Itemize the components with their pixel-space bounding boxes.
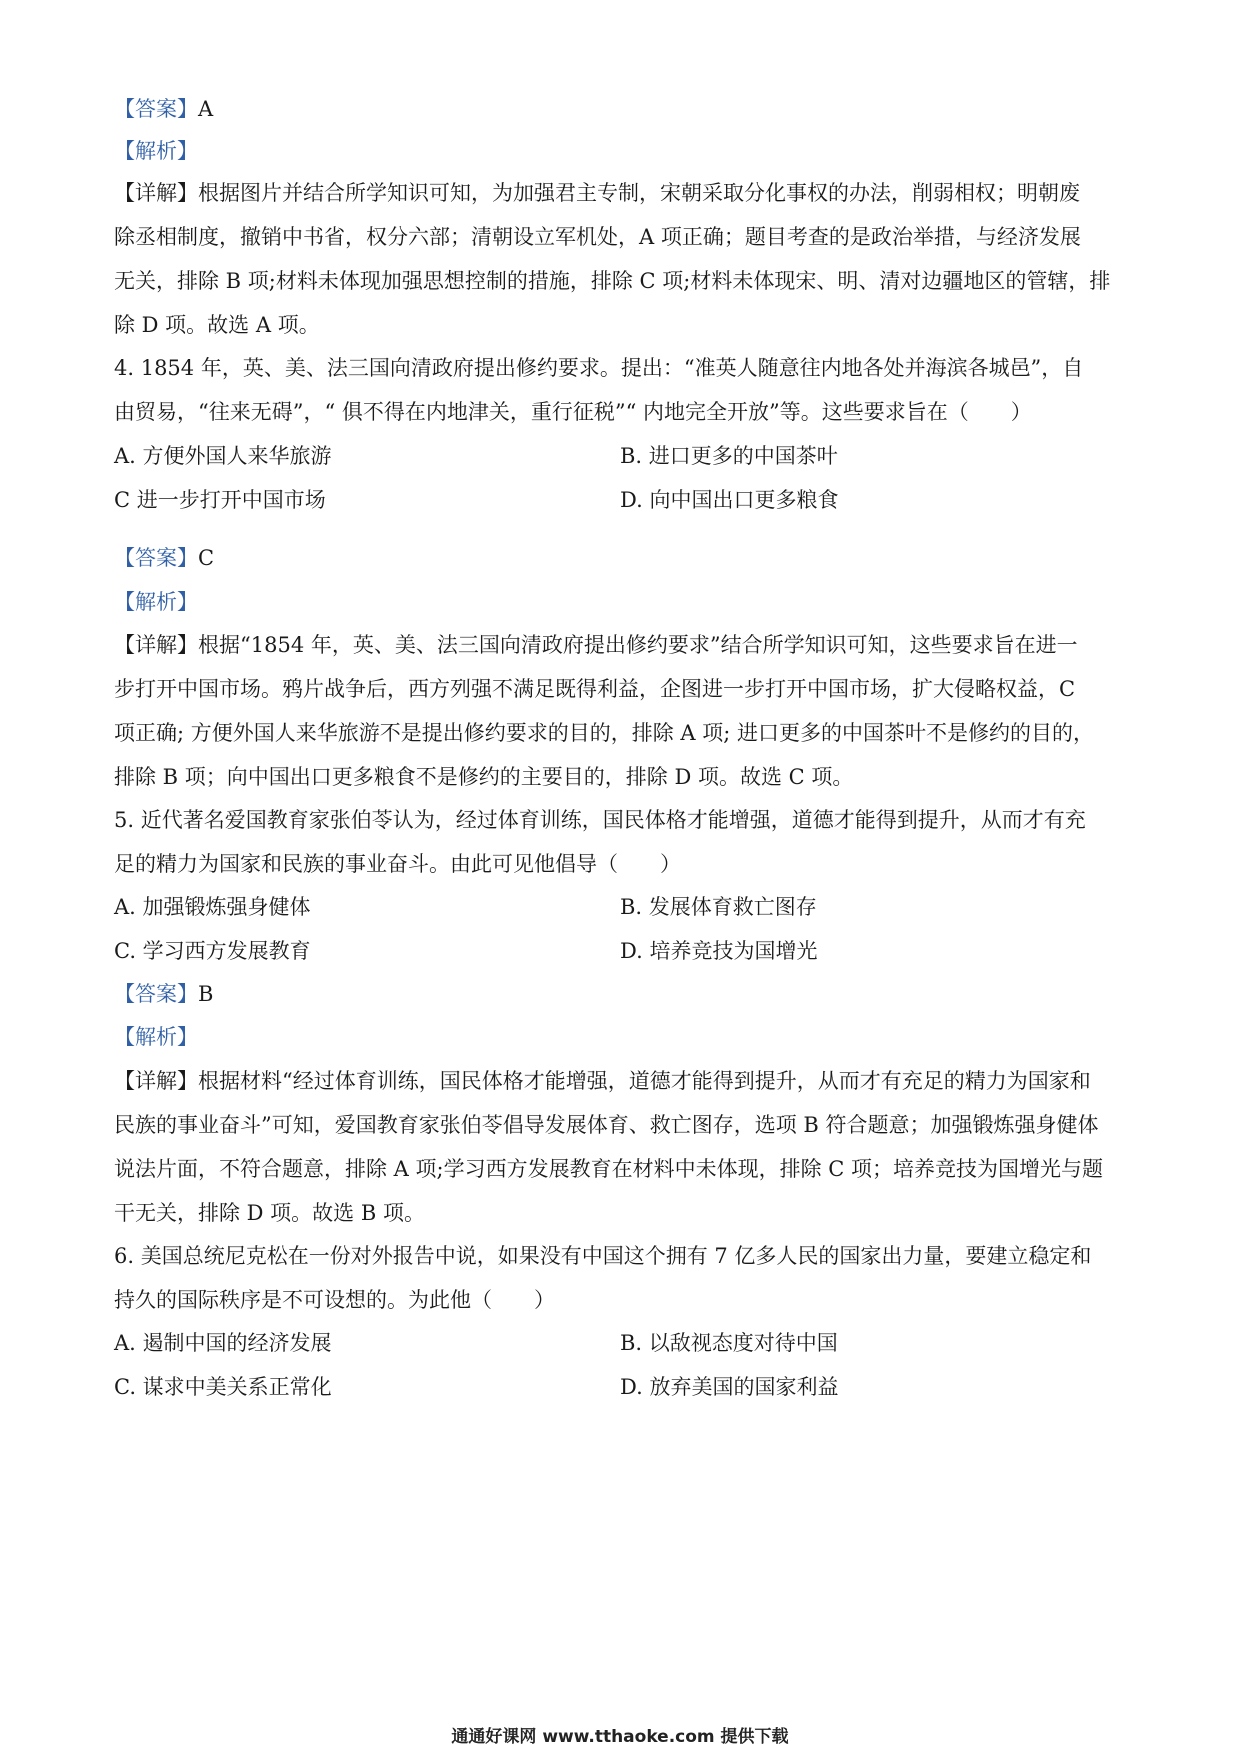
q6-option-b: B. 以敌视态度对待中国 [620, 1331, 838, 1355]
answer-tag: 【答案】 [114, 546, 198, 570]
q3-detail-line-1 [114, 178, 1134, 208]
detail-tag: 【详解】 [114, 633, 198, 657]
q4-option-c: C 进一步打开中国市场 [114, 488, 326, 512]
q4-option-a: A. 方便外国人来华旅游 [114, 444, 332, 468]
answer-tag: 【答案】 [114, 97, 198, 121]
q4-option-d: D. 向中国出口更多粮食 [620, 488, 839, 512]
detail-text: 根据“1854 年，英、美、法三国向清政府提出修约要求”结合所学知识可知，这些要求旨在进一 [198, 633, 1078, 657]
q5-analysis-line [114, 1022, 1134, 1052]
q6-stem-line-2: 持久的国际秩序是不可设想的。为此他（ ） [114, 1288, 555, 1312]
detail-text: 根据图片并结合所学知识可知，为加强君主专制，宋朝采取分化事权的办法，削弱相权；明朝废 [198, 181, 1080, 205]
q5-detail-line-2: 民族的事业奋斗”可知，爱国教育家张伯苓倡导发展体育、救亡图存，选项 B 符合题意；加强锻炼强身健体 [114, 1113, 1099, 1137]
q3-answer-line [114, 94, 1134, 124]
q6-option-c: C. 谋求中美关系正常化 [114, 1375, 332, 1399]
analysis-tag: 【解析】 [114, 1025, 198, 1049]
analysis-tag: 【解析】 [114, 590, 198, 614]
q6-stem-line-1: 6. 美国总统尼克松在一份对外报告中说，如果没有中国这个拥有 7 亿多人民的国家出力量，要建立稳定和 [114, 1244, 1092, 1268]
q4-answer-line [114, 543, 1134, 573]
q5-detail-line-1 [114, 1066, 1134, 1096]
q4-detail-line-1 [114, 630, 1134, 660]
q5-option-c: C. 学习西方发展教育 [114, 939, 311, 963]
analysis-tag: 【解析】 [114, 139, 198, 163]
answer-tag: 【答案】 [114, 982, 198, 1006]
q4-option-b: B. 进口更多的中国茶叶 [620, 444, 838, 468]
detail-tag: 【详解】 [114, 181, 198, 205]
q3-detail-line-3: 无关，排除 B 项;材料未体现加强思想控制的措施，排除 C 项;材料未体现宋、明、清对边疆地区的管辖，排 [114, 269, 1111, 293]
q4-detail-line-4: 排除 B 项；向中国出口更多粮食不是修约的主要目的，排除 D 项。故选 C 项。 [114, 765, 854, 789]
page-footer: 通通好课网 www.tthaoke.com 提供下载 [451, 1727, 789, 1747]
detail-text: 根据材料“经过体育训练，国民体格才能增强，道德才能得到提升，从而才有充足的精力为国家和 [198, 1069, 1091, 1093]
q4-detail-line-2: 步打开中国市场。鸦片战争后，西方列强不满足既得利益，企图进一步打开中国市场，扩大侵略权益，C [114, 677, 1076, 701]
answer-value: C [198, 546, 215, 570]
q5-option-d: D. 培养竞技为国增光 [620, 939, 818, 963]
q6-option-d: D. 放弃美国的国家利益 [620, 1375, 839, 1399]
q3-detail-line-2: 除丞相制度，撤销中书省，权分六部；清朝设立军机处，A 项正确；题目考查的是政治举措，与经济发展 [114, 225, 1081, 249]
q5-answer-line [114, 979, 1134, 1009]
q3-analysis-line [114, 136, 1134, 166]
q6-option-a: A. 遏制中国的经济发展 [114, 1331, 332, 1355]
answer-value: B [198, 982, 214, 1006]
q4-detail-line-3: 项正确; 方便外国人来华旅游不是提出修约要求的目的，排除 A 项; 进口更多的中国茶叶不是修约的目的， [114, 721, 1095, 745]
q5-detail-line-4: 干无关，排除 D 项。故选 B 项。 [114, 1201, 425, 1225]
q3-detail-line-4: 除 D 项。故选 A 项。 [114, 313, 320, 337]
q4-stem-line-2: 由贸易，“往来无碍”，“ 俱不得在内地津关，重行征税”“ 内地完全开放”等。这些要求旨在（ ） [114, 400, 1032, 424]
q4-stem-line-1: 4. 1854 年，英、美、法三国向清政府提出修约要求。提出：“准英人随意往内地各处并海滨各城邑”，自 [114, 356, 1084, 380]
answer-value: A [198, 97, 214, 121]
q5-stem-line-2: 足的精力为国家和民族的事业奋斗。由此可见他倡导（ ） [114, 852, 681, 876]
q5-option-a: A. 加强锻炼强身健体 [114, 895, 311, 919]
q4-analysis-line [114, 587, 1134, 617]
detail-tag: 【详解】 [114, 1069, 198, 1093]
q5-option-b: B. 发展体育救亡图存 [620, 895, 817, 919]
q5-detail-line-3: 说法片面，不符合题意，排除 A 项;学习西方发展教育在材料中未体现，排除 C 项；培养竞技为国增光与题 [114, 1157, 1104, 1181]
q5-stem-line-1: 5. 近代著名爱国教育家张伯苓认为，经过体育训练，国民体格才能增强，道德才能得到提升，从而才有充 [114, 808, 1086, 832]
